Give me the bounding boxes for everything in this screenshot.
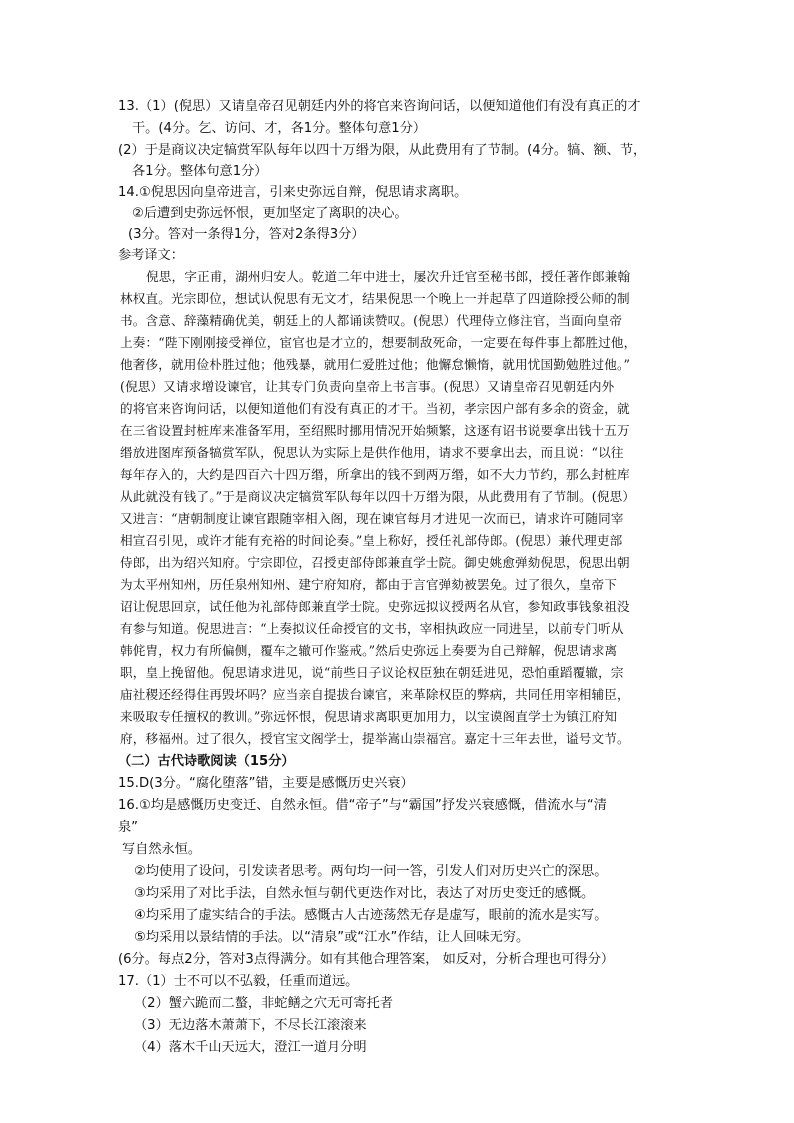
translation-line: 相宣召引见，或许才能有充裕的时间论奏。”皇上称好，授任礼部侍郎。(倪思）兼代理吏部 <box>120 533 623 548</box>
translation-line: 庙社稷还经得住再毁坏吗？应当亲自提拔台谏官，来革除权臣的弊病，共同任用宰相辅臣， <box>120 687 630 702</box>
translation-line: (倪思）又请求增设谏官，让其专门负责向皇帝上书言事。(倪思）又请皇帝召见朝廷内外 <box>120 379 615 394</box>
translation-line: 在三省设置封桩库来准备军用，至绍熙时挪用情况开始频繁，这逐有诏书说要拿出钱十五万 <box>120 423 630 438</box>
q16-line: ②均使用了设问，引发读者思考。两句均一问一答，引发人们对历史兴亡的深思。 <box>134 864 608 879</box>
q17-line: 17.（1）士不可以不弘毅，任重而道远。 <box>118 974 359 989</box>
translation-line: 缗放进图库预备犒赏军队，倪思认为实际上是供作他用，请求不要拿出去，而且说：“以往 <box>120 445 624 460</box>
q13-line: (2）于是商议决定犒赏军队每年以四十万缗为限，从此费用有了节制。(4分。犒、额、节， <box>118 143 647 158</box>
q13-line: 13.（1）(倪思）又请皇帝召见朝廷内外的将官来咨询问话，以便知道他们有没有真正的才 <box>118 99 641 114</box>
translation-line: 韩侂胄，权力有所偏侧，覆车之辙可作鉴戒。”然后史弥远上奏要为自己辩解，倪思请求离 <box>120 643 618 658</box>
q14-line: ②后遭到史弥远怀恨，更加坚定了离职的决心。 <box>132 206 408 221</box>
translation-line: 府，移福州。过了很久，授官宝文阁学士，提举嵩山崇福宫。嘉定十三年去世，谥号文节。 <box>120 731 630 746</box>
q14-line: (3分。答对一条得1分，答对2条得3分） <box>128 227 365 242</box>
q17-line: （3）无边落木萧萧下，不尽长江滚滚来 <box>134 1018 367 1033</box>
q16-line: ⑤均采用以景结情的手法。以“清泉”或“江水”作结，让人回味无穷。 <box>134 930 530 945</box>
translation-heading: 参考译文： <box>118 248 184 263</box>
q16-line: ③均采用了对比手法，自然永恒与朝代更迭作对比，表达了对历史变迁的感慨。 <box>134 886 595 901</box>
translation-line: 的将官来咨询问话，以便知道他们有没有真正的才干。当初，孝宗因户部有多余的资金，就 <box>120 401 630 416</box>
translation-line: 来吸取专任擅权的教训。”弥远怀恨，倪思请求离职更加用力，以宝谟阁直学士为镇江府知 <box>120 709 618 724</box>
translation-line: 从此就没有钱了。”于是商议决定犒赏军队每年以四十万缗为限，从此费用有了节制。(倪思） <box>120 489 636 504</box>
translation-line: 每年存入的，大约是四百六十四万缗，所拿出的钱不到两万缗，如不大力节约，那么封桩库 <box>120 467 630 482</box>
translation-line: 为太平州知州，历任泉州知州、建宁府知府，都由于言官弹劾被罢免。过了很久，皇帝下 <box>120 577 618 592</box>
q16-line: ④均采用了虚实结合的手法。感慨古人古迹荡然无存是虚写，眼前的流水是实写。 <box>134 908 608 923</box>
q13-line: 各1分。整体句意1分） <box>132 164 268 179</box>
translation-line: 林权直。光宗即位，想试认倪思有无文才，结果倪思一个晚上一并起草了四道除授公师的制 <box>120 291 630 306</box>
translation-line: 书。含意、辞藻精确优美，朝廷上的人都诵读赞叹。(倪思）代理侍立修注官，当面向皇帝 <box>120 313 623 328</box>
q16-line: 泉” <box>118 820 139 835</box>
q16-line: (6分。每点2分，答对3点得满分。如有其他合理答案， 如反对，分析合理也可得分） <box>118 952 615 967</box>
translation-line: 倪思，字正甫，湖州归安人。乾道二年中进士，屡次升迁官至秘书郎，授任著作郎兼翰 <box>146 269 631 284</box>
q16-line: 16.①均是感慨历史变迁、自然永恒。借“帝子”与“霸国”抒发兴衰感慨，借流水与“清 <box>118 798 607 813</box>
q16-line: 写自然永恒。 <box>122 842 202 857</box>
translation-line: 有参与知道。倪思进言：“上奏拟议任命授官的文书，宰相执政应一同进呈，以前专门听从 <box>120 621 624 636</box>
translation-line: 职，皇上挽留他。倪思请求进见，说“前些日子议论权臣独在朝廷进见，恐怕重蹈覆辙，宗 <box>120 665 624 680</box>
translation-line: 上奏：“陛下刚刚接受禅位，宦官也是才立的，想要制敌死命，一定要在每件事上都胜过他， <box>120 335 637 350</box>
translation-line: 又进言：“唐朝制度让谏官跟随宰相入阁，现在谏官每月才进见一次而已，请求许可随同宰 <box>120 511 624 526</box>
q17-line: （2）蟹六跪而二螯，非蛇鳝之穴无可寄托者 <box>134 996 393 1011</box>
translation-line: 侍郎，出为绍兴知府。宁宗即位，召授吏部侍郎兼直学士院。御史姚愈弹劾倪思，倪思出朝 <box>120 555 630 570</box>
q17-line: （4）落木千山天远大，澄江一道月分明 <box>134 1040 367 1055</box>
translation-line: 他奢侈，就用俭朴胜过他；他残暴，就用仁爱胜过他；他懈怠懒惰，就用忧国勤勉胜过他。” <box>120 357 631 372</box>
q14-line: 14.①倪思因向皇帝进言，引来史弥远自辩，倪思请求离职。 <box>118 185 468 200</box>
section-title: （二）古代诗歌阅读（15分） <box>118 754 295 769</box>
q13-line: 干。(4分。乞、访问、才，各1分。整体句意1分） <box>132 121 427 136</box>
q15-line: 15.D(3分。“腐化堕落”错，主要是感慨历史兴衰） <box>118 776 414 791</box>
translation-line: 诏让倪思回京，试任他为礼部侍郎兼直学士院。史弥远拟议授两名从官，参知政事钱象祖没 <box>120 599 630 614</box>
